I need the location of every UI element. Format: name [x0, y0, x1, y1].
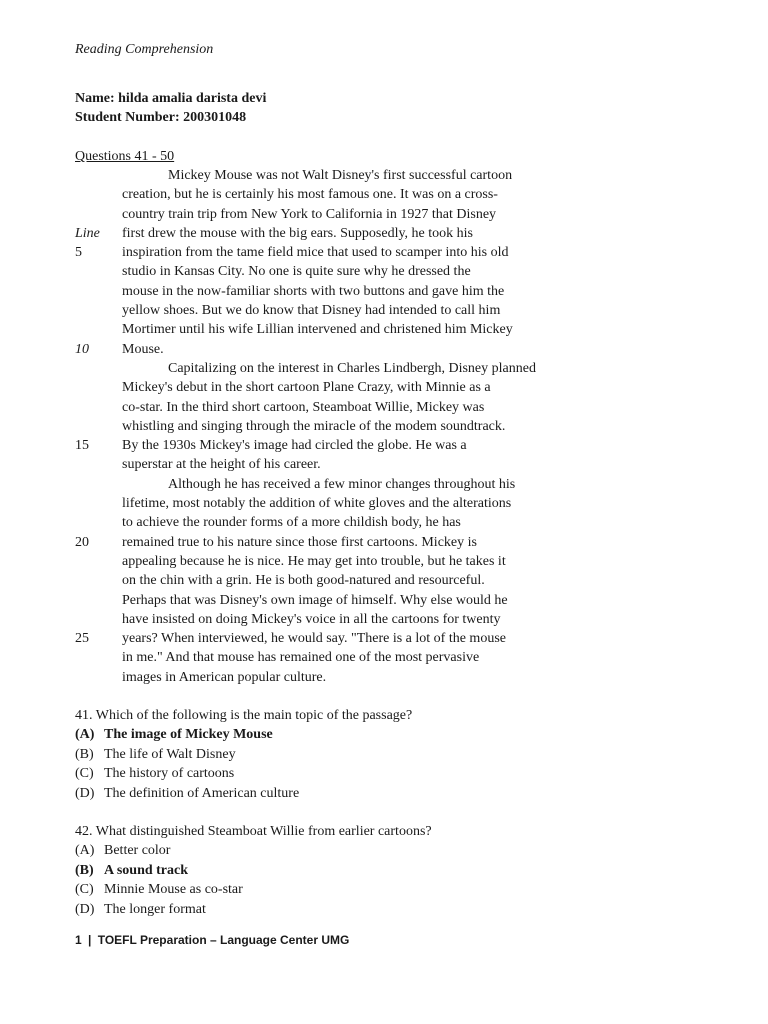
option-letter: (A)	[75, 727, 95, 743]
questions-range-heading: Questions 41 - 50	[75, 149, 175, 164]
question-text: 42. What distinguished Steamboat Willie from earlier cartoons?	[75, 824, 432, 839]
passage-text: Mouse.	[122, 341, 164, 357]
passage-line	[0, 668, 768, 687]
line-number: 15	[75, 438, 89, 454]
answer-option	[75, 745, 412, 764]
passage-text: Capitalizing on the interest in Charles Lindbergh, Disney planned	[168, 360, 536, 376]
footer-text: TOEFL Preparation – Language Center UMG	[97, 933, 350, 947]
passage-line	[0, 398, 768, 417]
passage-text: Although he has received a few minor changes throughout his	[168, 476, 516, 492]
passage-text: Mickey Mouse was not Walt Disney's first successful cartoon	[168, 168, 513, 183]
question-41	[75, 706, 412, 803]
passage-line	[0, 282, 768, 301]
passage-line	[0, 648, 768, 667]
option-letter: (C)	[75, 766, 94, 782]
passage-text: By the 1930s Mickey's image had circled the globe. He was a	[122, 438, 467, 454]
passage-line	[0, 320, 768, 339]
passage-text: lifetime, most notably the addition of white gloves and the alterations	[122, 496, 512, 512]
option-text: The image of Mickey Mouse	[104, 727, 273, 743]
option-letter: (D)	[75, 785, 95, 801]
passage-line	[0, 610, 768, 629]
page-footer	[75, 933, 349, 947]
line-number: 25	[75, 631, 89, 647]
passage-text: in me." And that mouse has remained one of the most pervasive	[122, 650, 480, 666]
line-number: 5	[75, 245, 82, 261]
answer-option	[75, 784, 412, 803]
student-name: Name: hilda amalia darista devi	[75, 91, 267, 106]
passage-text: remained true to his nature since those first cartoons. Mickey is	[122, 534, 477, 550]
passage-line	[0, 301, 768, 320]
passage-text: appealing because he is nice. He may get into trouble, but he takes it	[122, 553, 506, 569]
passage-text: Mortimer until his wife Lillian intervened and christened him Mickey	[122, 322, 513, 338]
passage-text: to achieve the rounder forms of a more childish body, he has	[122, 515, 461, 531]
option-text: Minnie Mouse as co-star	[104, 882, 243, 898]
passage-line	[0, 340, 768, 359]
document-header: Reading Comprehension	[75, 42, 214, 57]
option-letter: (B)	[75, 862, 94, 878]
passage-text: superstar at the height of his career.	[122, 457, 321, 473]
passage-line	[0, 224, 768, 243]
passage-line	[0, 417, 768, 436]
answer-option	[75, 841, 432, 860]
answer-option	[75, 861, 432, 880]
answer-option	[75, 764, 412, 783]
passage-text: images in American popular culture.	[122, 669, 327, 685]
student-number: Student Number: 200301048	[75, 110, 247, 125]
option-letter: (B)	[75, 746, 94, 762]
line-number: 10	[75, 341, 89, 357]
passage-text: studio in Kansas City. No one is quite sure why he dressed the	[122, 264, 471, 280]
option-text: Better color	[104, 843, 171, 859]
passage-line	[0, 378, 768, 397]
passage-text: co-star. In the third short cartoon, Steamboat Willie, Mickey was	[122, 399, 485, 415]
passage-text: creation, but he is certainly his most famous one. It was on a cross-	[122, 187, 498, 203]
passage-text: whistling and singing through the miracle of the modem soundtrack.	[122, 418, 506, 434]
passage-line	[0, 552, 768, 571]
passage-text: country train trip from New York to California in 1927 that Disney	[122, 206, 497, 222]
passage-line	[0, 591, 768, 610]
option-text: The definition of American culture	[104, 785, 300, 801]
passage-line	[0, 185, 768, 204]
passage-line	[0, 533, 768, 552]
reading-passage	[0, 166, 768, 687]
footer-separator: |	[88, 933, 92, 947]
option-letter: (A)	[75, 843, 95, 859]
passage-line	[0, 205, 768, 224]
passage-text: have insisted on doing Mickey's voice in all the cartoons for twenty	[122, 611, 501, 627]
answer-option	[75, 880, 432, 899]
passage-line	[0, 436, 768, 455]
option-letter: (D)	[75, 901, 95, 917]
passage-line	[0, 571, 768, 590]
passage-line	[0, 475, 768, 494]
passage-text: yellow shoes. But we do know that Disney had intended to call him	[122, 303, 501, 319]
option-text: A sound track	[104, 862, 189, 878]
line-number: Line	[75, 225, 100, 241]
passage-text: on the chin with a grin. He is both good-natured and resourceful.	[122, 573, 485, 589]
option-text: The life of Walt Disney	[104, 746, 236, 762]
passage-line	[0, 262, 768, 281]
passage-line	[0, 166, 768, 185]
passage-text: years? When interviewed, he would say. "There is a lot of the mouse	[122, 631, 506, 647]
answer-option	[75, 725, 412, 744]
passage-text: mouse in the now-familiar shorts with two buttons and gave him the	[122, 283, 505, 299]
option-text: The history of cartoons	[104, 766, 235, 782]
passage-line	[0, 243, 768, 262]
passage-text: first drew the mouse with the big ears. Supposedly, he took his	[122, 225, 473, 241]
passage-text: Perhaps that was Disney's own image of himself. Why else would he	[122, 592, 508, 608]
option-letter: (C)	[75, 882, 94, 898]
question-text: 41. Which of the following is the main topic of the passage?	[75, 708, 413, 723]
passage-line	[0, 359, 768, 378]
passage-line	[0, 494, 768, 513]
passage-line	[0, 629, 768, 648]
footer-page-number: 1	[75, 933, 82, 947]
passage-text: Mickey's debut in the short cartoon Plane Crazy, with Minnie as a	[122, 380, 491, 396]
question-42	[75, 822, 432, 919]
line-number: 20	[75, 534, 89, 550]
option-text: The longer format	[104, 901, 206, 917]
passage-line	[0, 513, 768, 532]
passage-line	[0, 455, 768, 474]
answer-option	[75, 900, 432, 919]
passage-text: inspiration from the tame field mice that used to scamper into his old	[122, 245, 509, 261]
